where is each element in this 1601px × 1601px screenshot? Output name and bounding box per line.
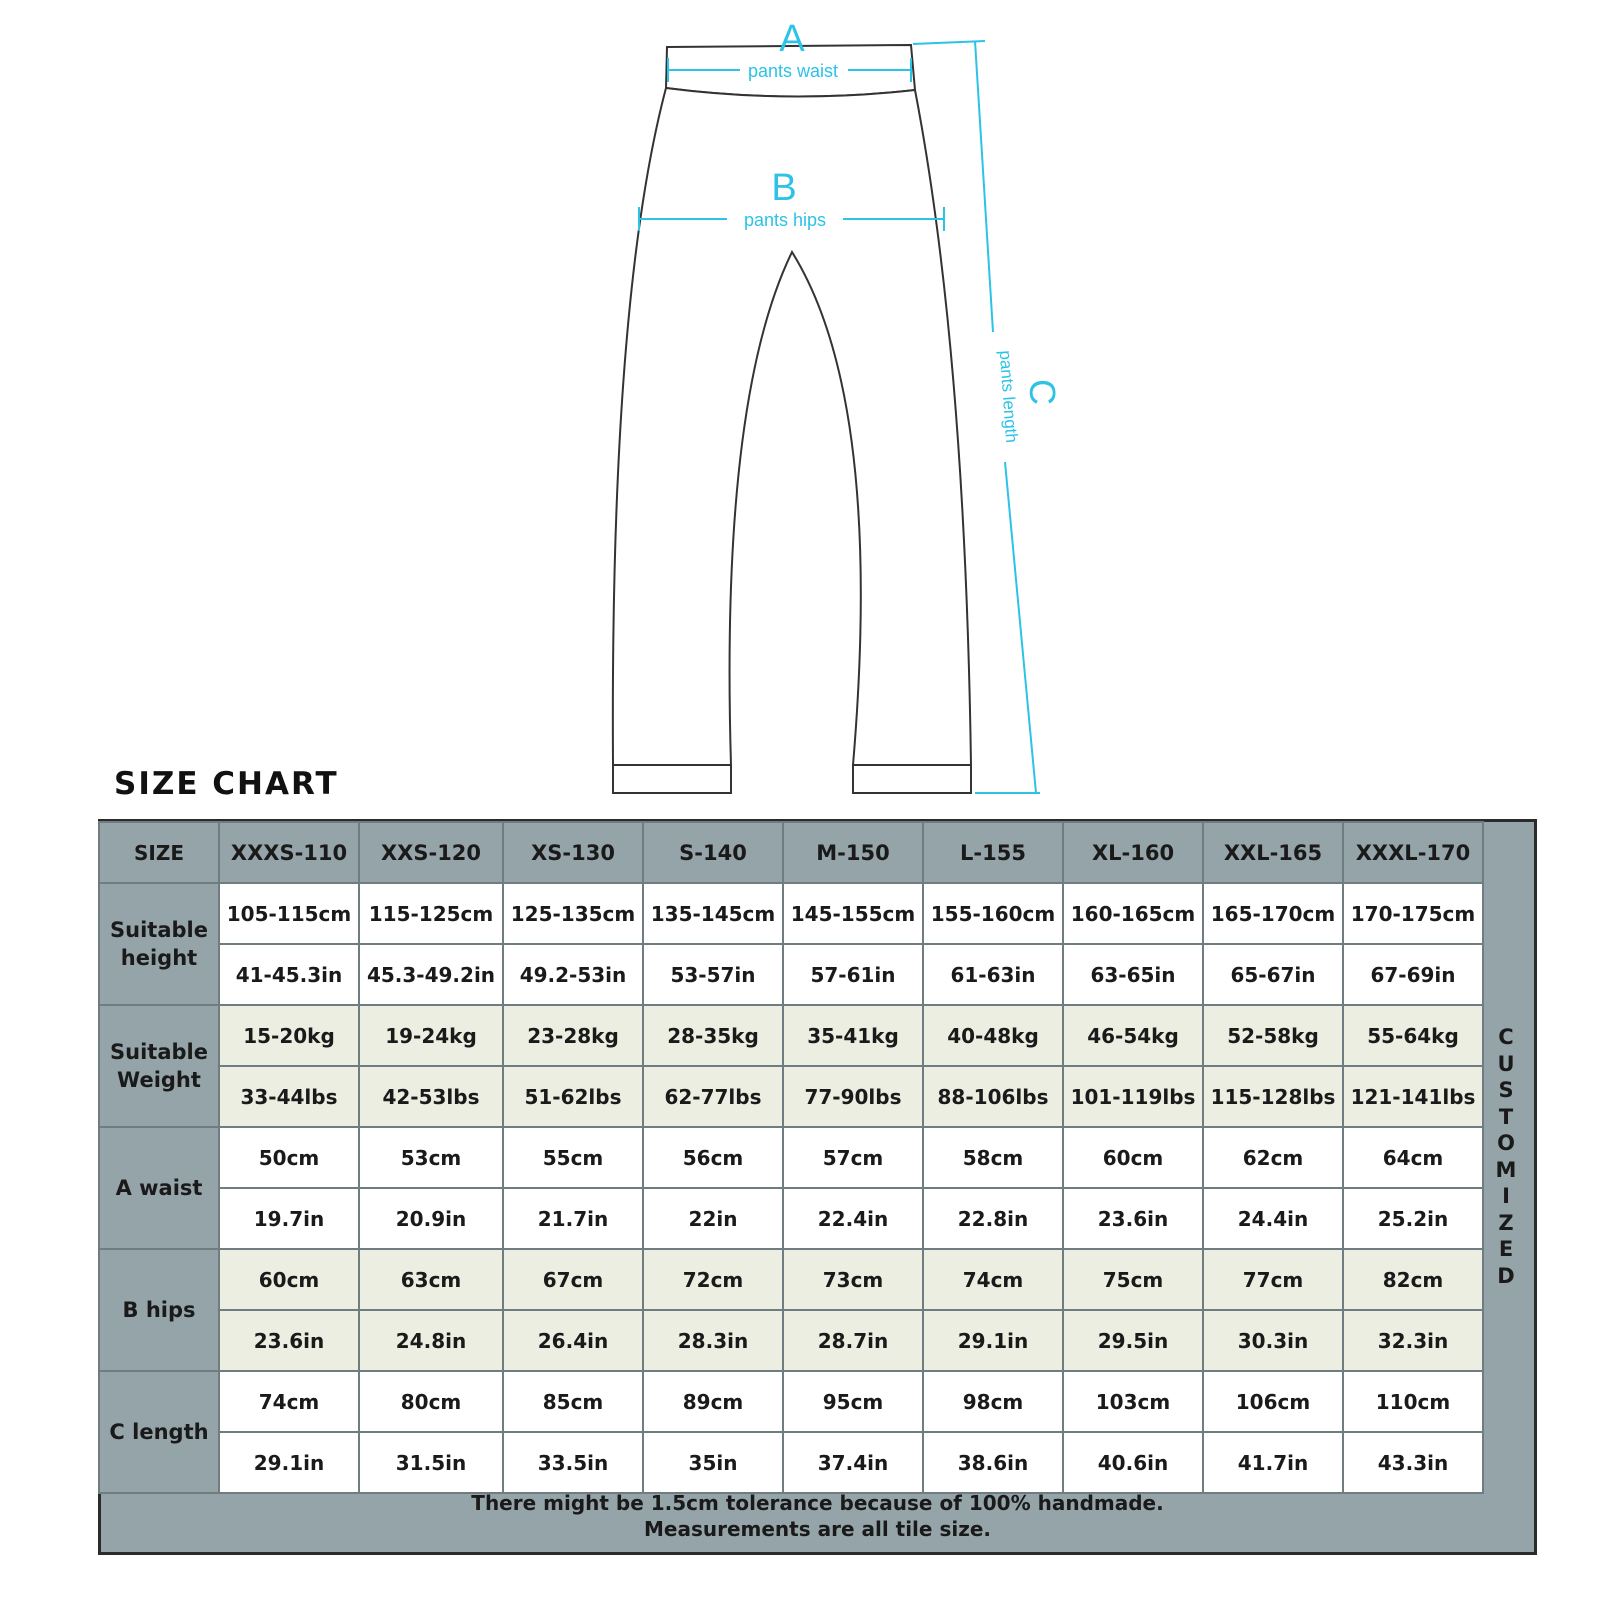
table-cell: 60cm — [1063, 1127, 1203, 1188]
table-cell: 53cm — [359, 1127, 503, 1188]
tolerance-note — [98, 1490, 1537, 1542]
label-c: C — [1022, 379, 1063, 405]
table-cell: 75cm — [1063, 1249, 1203, 1310]
table-cell: 135-145cm — [643, 883, 783, 944]
label-a: A — [779, 18, 805, 60]
table-cell: 33.5in — [503, 1432, 643, 1493]
row-label-height: Suitable height — [99, 883, 219, 1005]
row-label-hips: B hips — [99, 1249, 219, 1371]
size-col-l: L-155 — [923, 822, 1063, 883]
side-label-letter: U — [1497, 1051, 1515, 1076]
table-cell: 74cm — [923, 1249, 1063, 1310]
table-cell: 25.2in — [1343, 1188, 1483, 1249]
table-cell: 110cm — [1343, 1371, 1483, 1432]
table-cell: 61-63in — [923, 944, 1063, 1005]
table-cell: 67cm — [503, 1249, 643, 1310]
table-cell: 125-135cm — [503, 883, 643, 944]
size-chart-title: SIZE CHART — [114, 766, 339, 802]
table-cell: 46-54kg — [1063, 1005, 1203, 1066]
table-cell: 103cm — [1063, 1371, 1203, 1432]
table-cell: 56cm — [643, 1127, 783, 1188]
side-label-letter: T — [1498, 1104, 1514, 1129]
label-b: B — [771, 167, 797, 209]
table-cell: 52-58kg — [1203, 1005, 1343, 1066]
label-a-desc: pants waist — [747, 61, 839, 81]
row-label-waist: A waist — [99, 1127, 219, 1249]
table-cell: 63cm — [359, 1249, 503, 1310]
table-cell: 50cm — [219, 1127, 359, 1188]
size-col-s: S-140 — [643, 822, 783, 883]
table-cell: 155-160cm — [923, 883, 1063, 944]
table-row — [99, 1310, 1483, 1371]
table-cell: 20.9in — [359, 1188, 503, 1249]
table-cell: 165-170cm — [1203, 883, 1343, 944]
table-cell: 55cm — [503, 1127, 643, 1188]
table-cell: 57cm — [783, 1127, 923, 1188]
side-label-letter: Z — [1498, 1210, 1514, 1235]
side-label-letter: E — [1498, 1237, 1514, 1261]
table-cell: 101-119lbs — [1063, 1066, 1203, 1127]
table-cell: 88-106lbs — [923, 1066, 1063, 1127]
size-col-xxs: XXS-120 — [359, 822, 503, 883]
table-cell: 40.6in — [1063, 1432, 1203, 1493]
table-cell: 19-24kg — [359, 1005, 503, 1066]
table-cell: 41-45.3in — [219, 944, 359, 1005]
pants-diagram — [0, 0, 1601, 800]
table-cell: 77cm — [1203, 1249, 1343, 1310]
table-cell: 45.3-49.2in — [359, 944, 503, 1005]
table-cell: 82cm — [1343, 1249, 1483, 1310]
row-label-weight: Suitable Weight — [99, 1005, 219, 1127]
table-row — [99, 1127, 1483, 1188]
table-row — [99, 1371, 1483, 1432]
tolerance-note-line2: Measurements are all tile size. — [643, 1517, 992, 1541]
table-cell: 22.4in — [783, 1188, 923, 1249]
table-cell: 63-65in — [1063, 944, 1203, 1005]
table-cell: 51-62lbs — [503, 1066, 643, 1127]
table-cell: 115-125cm — [359, 883, 503, 944]
table-cell: 31.5in — [359, 1432, 503, 1493]
table-cell: 29.1in — [923, 1310, 1063, 1371]
table-cell: 30.3in — [1203, 1310, 1343, 1371]
table-cell: 53-57in — [643, 944, 783, 1005]
table-cell: 64cm — [1343, 1127, 1483, 1188]
table-row — [99, 1188, 1483, 1249]
table-cell: 26.4in — [503, 1310, 643, 1371]
table-cell: 23.6in — [1063, 1188, 1203, 1249]
table-cell: 121-141lbs — [1343, 1066, 1483, 1127]
label-b-desc: pants hips — [743, 210, 827, 230]
table-cell: 28-35kg — [643, 1005, 783, 1066]
table-cell: 28.3in — [643, 1310, 783, 1371]
table-cell: 62-77lbs — [643, 1066, 783, 1127]
table-cell: 105-115cm — [219, 883, 359, 944]
customized-side-label — [1491, 1024, 1521, 1289]
table-cell: 85cm — [503, 1371, 643, 1432]
table-cell: 15-20kg — [219, 1005, 359, 1066]
table-row — [99, 944, 1483, 1005]
row-label-length: C length — [99, 1371, 219, 1493]
table-cell: 73cm — [783, 1249, 923, 1310]
size-corner-label: SIZE — [99, 822, 219, 883]
table-cell: 19.7in — [219, 1188, 359, 1249]
table-cell: 33-44lbs — [219, 1066, 359, 1127]
table-cell: 35-41kg — [783, 1005, 923, 1066]
table-cell: 35in — [643, 1432, 783, 1493]
size-col-xxl: XXL-165 — [1203, 822, 1343, 883]
table-cell: 23-28kg — [503, 1005, 643, 1066]
table-cell: 28.7in — [783, 1310, 923, 1371]
table-cell: 49.2-53in — [503, 944, 643, 1005]
side-label-letter: D — [1497, 1263, 1515, 1288]
table-cell: 98cm — [923, 1371, 1063, 1432]
table-cell: 74cm — [219, 1371, 359, 1432]
table-cell: 32.3in — [1343, 1310, 1483, 1371]
table-cell: 29.1in — [219, 1432, 359, 1493]
table-cell: 55-64kg — [1343, 1005, 1483, 1066]
table-cell: 21.7in — [503, 1188, 643, 1249]
table-cell: 89cm — [643, 1371, 783, 1432]
side-label-letter: O — [1497, 1131, 1515, 1155]
tolerance-note-line1: There might be 1.5cm tolerance because of 100% handmade. — [471, 1491, 1164, 1515]
table-cell: 60cm — [219, 1249, 359, 1310]
table-cell: 41.7in — [1203, 1432, 1343, 1493]
table-cell: 170-175cm — [1343, 883, 1483, 944]
table-cell: 67-69in — [1343, 944, 1483, 1005]
table-cell: 145-155cm — [783, 883, 923, 944]
table-cell: 37.4in — [783, 1432, 923, 1493]
size-chart-table — [98, 821, 1484, 1494]
table-cell: 106cm — [1203, 1371, 1343, 1432]
table-row — [99, 1249, 1483, 1310]
table-cell: 95cm — [783, 1371, 923, 1432]
table-row — [99, 1005, 1483, 1066]
table-cell: 43.3in — [1343, 1432, 1483, 1493]
side-label-letter: M — [1495, 1157, 1517, 1182]
table-cell: 77-90lbs — [783, 1066, 923, 1127]
table-cell: 22in — [643, 1188, 783, 1249]
table-cell: 24.4in — [1203, 1188, 1343, 1249]
size-col-m: M-150 — [783, 822, 923, 883]
size-header-row — [99, 822, 1483, 883]
table-cell: 62cm — [1203, 1127, 1343, 1188]
pants-outline — [613, 45, 971, 793]
size-col-xl: XL-160 — [1063, 822, 1203, 883]
size-col-xxxs: XXXS-110 — [219, 822, 359, 883]
table-cell: 38.6in — [923, 1432, 1063, 1493]
side-label-letter: S — [1498, 1078, 1514, 1102]
table-cell: 40-48kg — [923, 1005, 1063, 1066]
table-cell: 115-128lbs — [1203, 1066, 1343, 1127]
size-col-xs: XS-130 — [503, 822, 643, 883]
side-label-letter: I — [1502, 1184, 1510, 1208]
side-label-letter: C — [1498, 1025, 1514, 1049]
table-cell: 23.6in — [219, 1310, 359, 1371]
table-row — [99, 1066, 1483, 1127]
table-cell: 29.5in — [1063, 1310, 1203, 1371]
table-cell: 160-165cm — [1063, 883, 1203, 944]
table-row — [99, 1432, 1483, 1493]
table-row — [99, 883, 1483, 944]
size-col-xxxl: XXXL-170 — [1343, 822, 1483, 883]
table-cell: 42-53lbs — [359, 1066, 503, 1127]
table-cell: 80cm — [359, 1371, 503, 1432]
table-cell: 57-61in — [783, 944, 923, 1005]
table-cell: 22.8in — [923, 1188, 1063, 1249]
table-cell: 24.8in — [359, 1310, 503, 1371]
table-cell: 65-67in — [1203, 944, 1343, 1005]
label-c-desc: pants length — [995, 349, 1022, 444]
table-cell: 58cm — [923, 1127, 1063, 1188]
table-cell: 72cm — [643, 1249, 783, 1310]
